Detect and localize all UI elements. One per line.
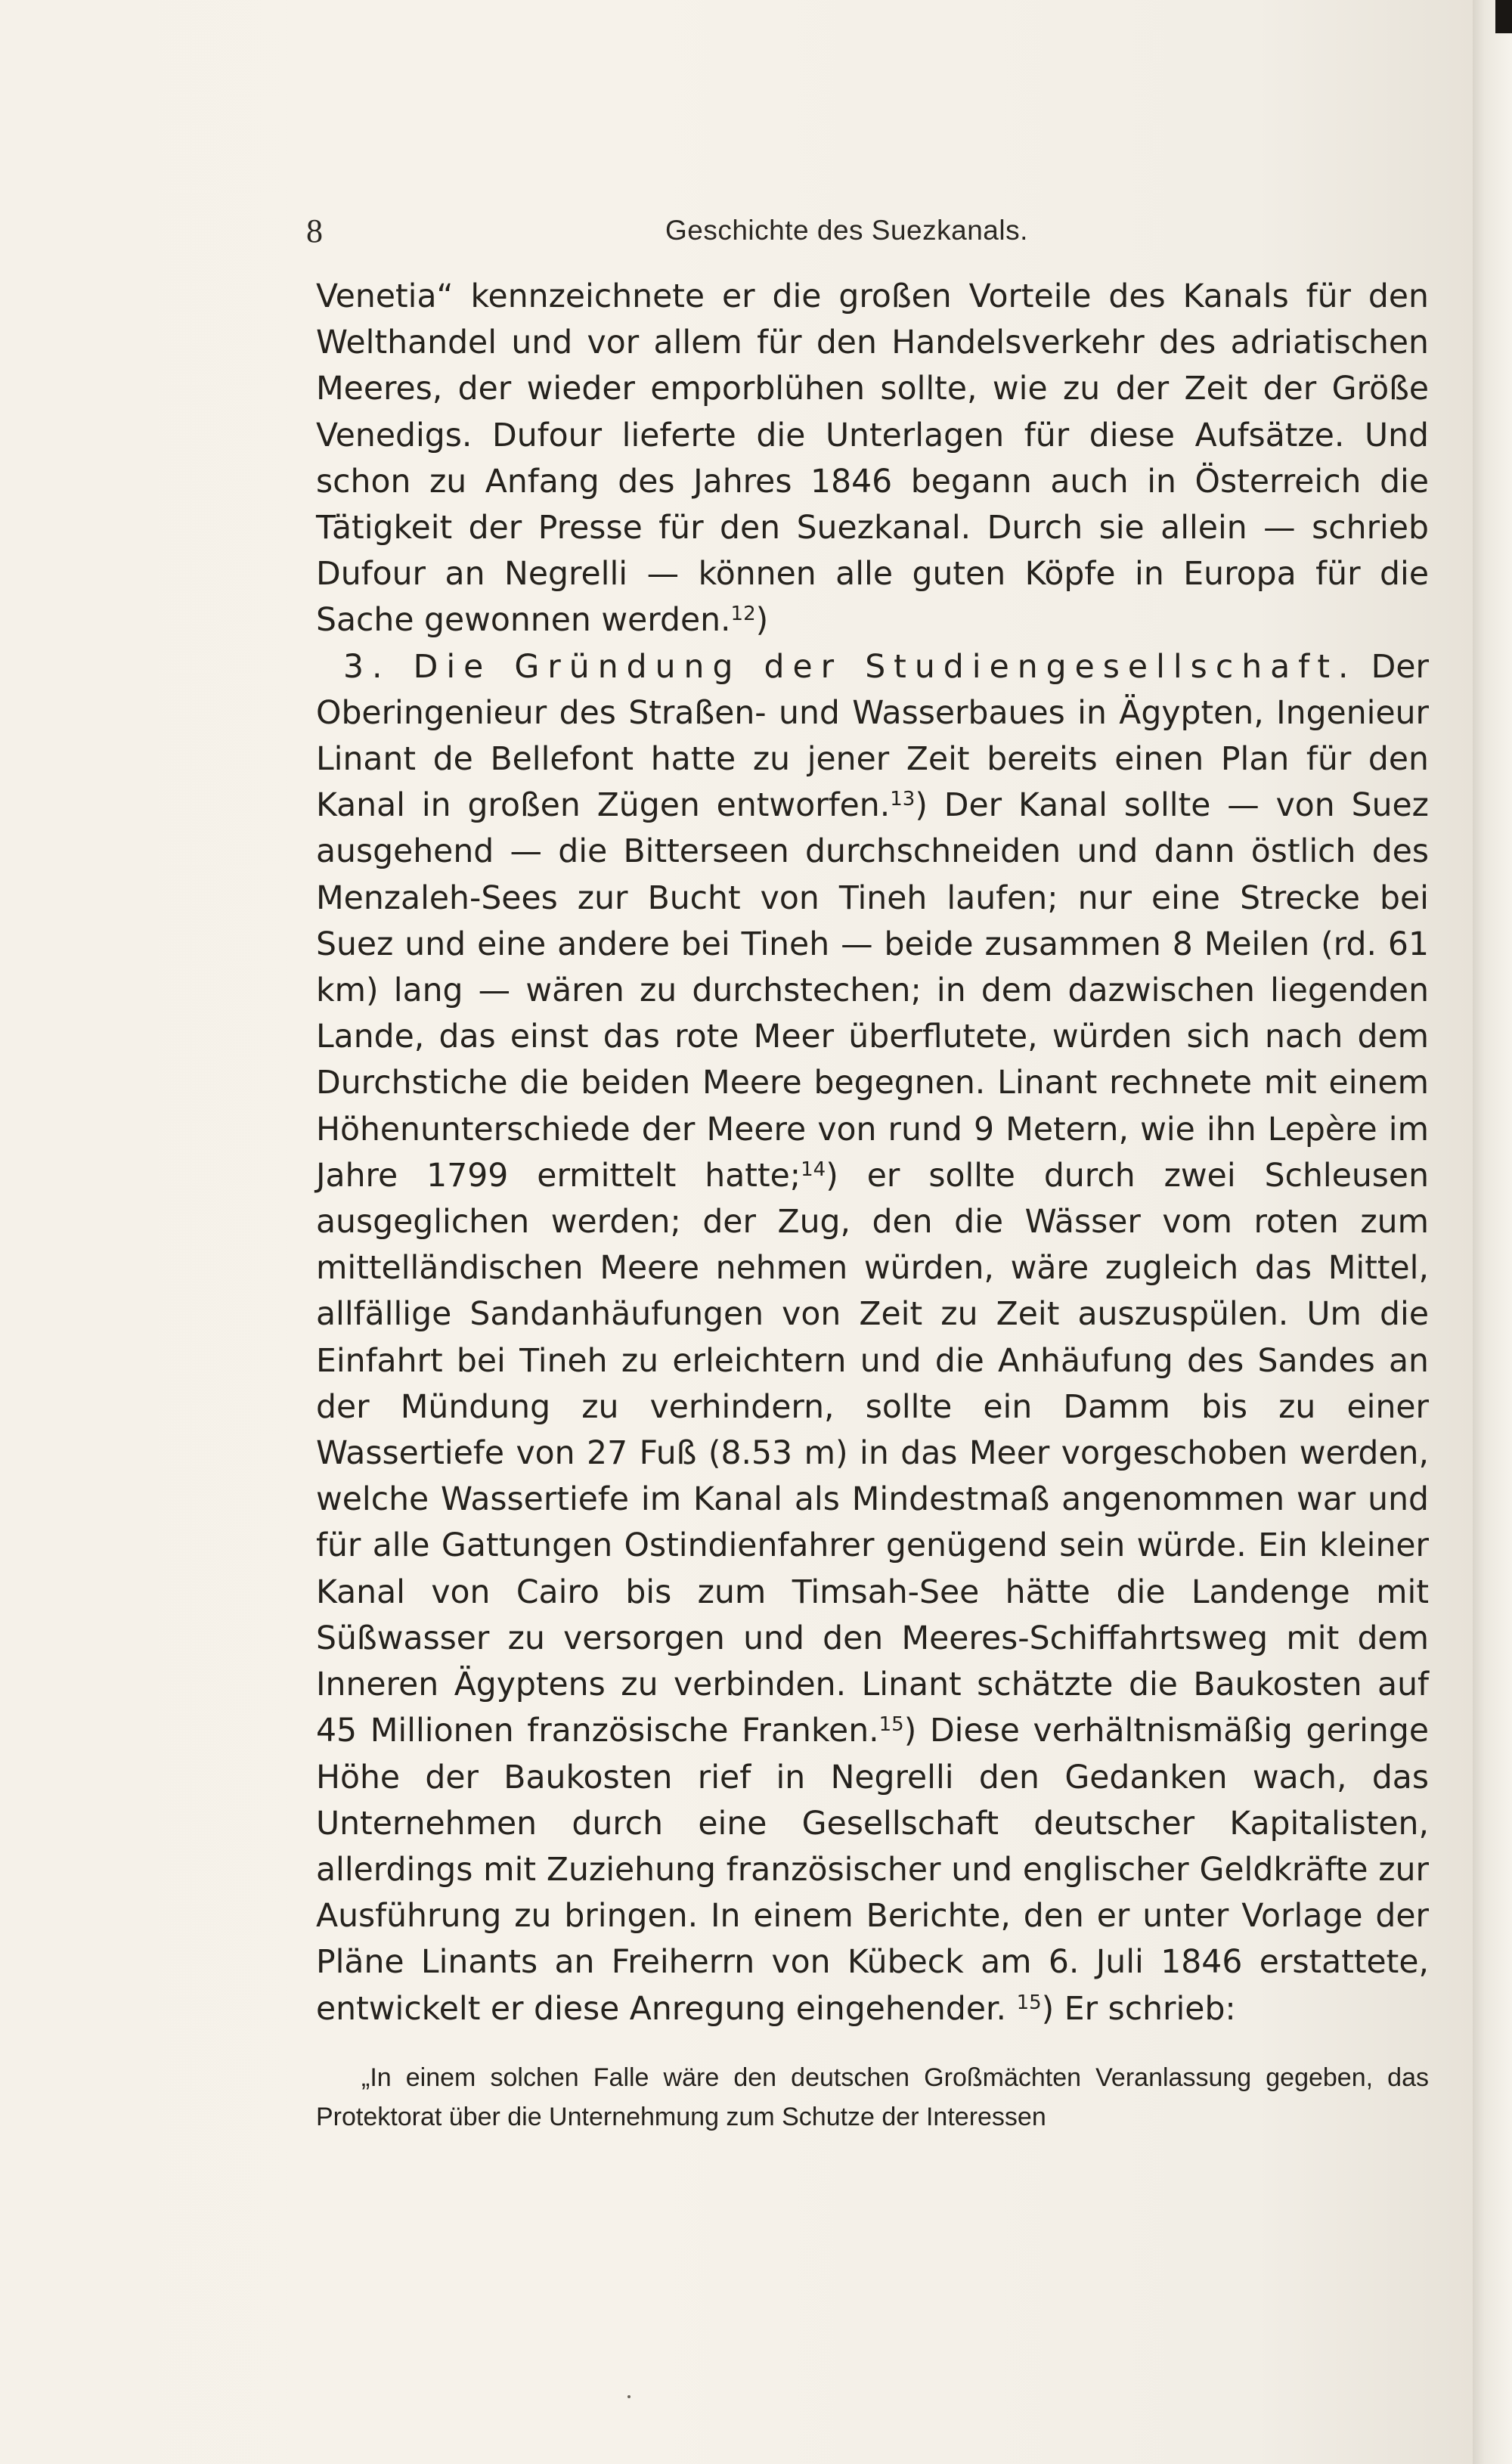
paragraph-1-text: Venetia“ kennzeichnete er die großen Vorteile des Kanals für den Welthandel und vor allem für den Handelsverkehr des adriatischen Meeres, der wieder emporblühen sollte, wie zu der Zeit der Größe Venedigs. Dufour lieferte die Unterlagen für diese Aufsätze. Und schon zu Anfang des Jahres 1846 begann auch in Österreich die Tätigkeit der Presse für den Suezkanal. Durch sie allein — schrieb Dufour an Negrelli — können alle guten Köpfe in Europa für die Sache gewonnen werden. <box>316 278 1429 640</box>
footnote-ref-15a: 15 <box>878 1713 904 1737</box>
page-header <box>306 212 1440 257</box>
page-edge-shadow <box>1473 0 1512 2464</box>
scan-corner-mark <box>1495 0 1512 33</box>
footnote-ref-15b: 15 <box>1016 1991 1042 2014</box>
paper-speck <box>627 2395 631 2398</box>
section-heading: 3. Die Gründung der Studiengesellschaft. <box>343 648 1357 686</box>
block-quote <box>316 2058 1429 2137</box>
footnote-ref-12: 12 <box>730 603 756 626</box>
paragraph-1 <box>316 274 1429 644</box>
paragraph-2-text-e: ) Er schrieb: <box>1041 1990 1236 2028</box>
paragraph-2-text-b: ) Der Kanal sollte — von Suez ausgehend — die Bitterseen durchschneiden und dann östlich des Menzaleh-Sees zur Bucht von Tineh laufen; nur eine Strecke bei Suez und eine andere bei Tineh — beide zusammen 8 Meilen (rd. 61 km) lang — wären zu durchstechen; in dem dazwischen liegenden Lande, das einst das rote Meer überflutete, würden sich nach dem Durchstiche die beiden Meere begegnen. Linant rechnete mit einem Höhenunterschiede der Meere von rund 9 Metern, wie ihn Lepère im Jahre 1799 ermittelt hatte; <box>316 787 1429 1195</box>
paragraph-2-text-d: ) Diese verhältnismäßig geringe Höhe der Baukosten rief in Negrelli den Gedanken wach, das Unternehmen durch eine Gesellschaft deutscher Kapitalisten, allerdings mit Zuziehung französischer und englischer Geldkräfte zur Ausführung zu bringen. In einem Berichte, den er unter Vorlage der Pläne Linants an Freiherrn von Kübeck am 6. Juli 1846 erstattete, entwickelt er diese Anregung eingehender. <box>316 1712 1429 2028</box>
paragraph-2-text-a: Der Oberingenieur des Straßen- und Wasserbaues in Ägypten, Ingenieur Linant de Bellefont hatte zu jener Zeit bereits einen Plan für den Kanal in großen Zügen entworfen. <box>316 648 1430 825</box>
footnote-close: ) <box>755 602 769 640</box>
footnote-ref-14: 14 <box>801 1158 826 1181</box>
quote-text: „In einem solchen Falle wäre den deutschen Großmächten Veranlassung gegeben, das Protektorat über die Unternehmung zum Schutze der Interessen <box>316 2063 1429 2131</box>
footnote-ref-13: 13 <box>890 788 916 811</box>
page-number: 8 <box>306 212 323 249</box>
running-title: Geschichte des Suezkanals. <box>665 215 1028 246</box>
paragraph-2 <box>316 644 1429 2032</box>
main-text <box>316 274 1429 2032</box>
paragraph-2-text-c: ) er sollte durch zwei Schleusen ausgeglichen werden; der Zug, den die Wässer vom roten zum mittelländischen Meere nehmen würden, wäre zugleich das Mittel, allfällige Sandanhäufungen von Zeit zu Zeit auszuspülen. Um die Einfahrt bei Tineh zu erleichtern und die Anhäufung des Sandes an der Mündung zu verhindern, sollte ein Damm bis zu einer Wassertiefe von 27 Fuß (8.53 m) in das Meer vorgeschoben werden, welche Wassertiefe im Kanal als Mindestmaß angenommen war und für alle Gattungen Ostindienfahrer genügend sein würde. Ein kleiner Kanal von Cairo bis zum Timsah-See hätte die Landenge mit Süßwasser zu versorgen und den Meeres-Schiffahrtsweg mit dem Inneren Ägyptens zu verbinden. Linant schätzte die Baukosten auf 45 Millionen französische Franken. <box>316 1157 1429 1750</box>
